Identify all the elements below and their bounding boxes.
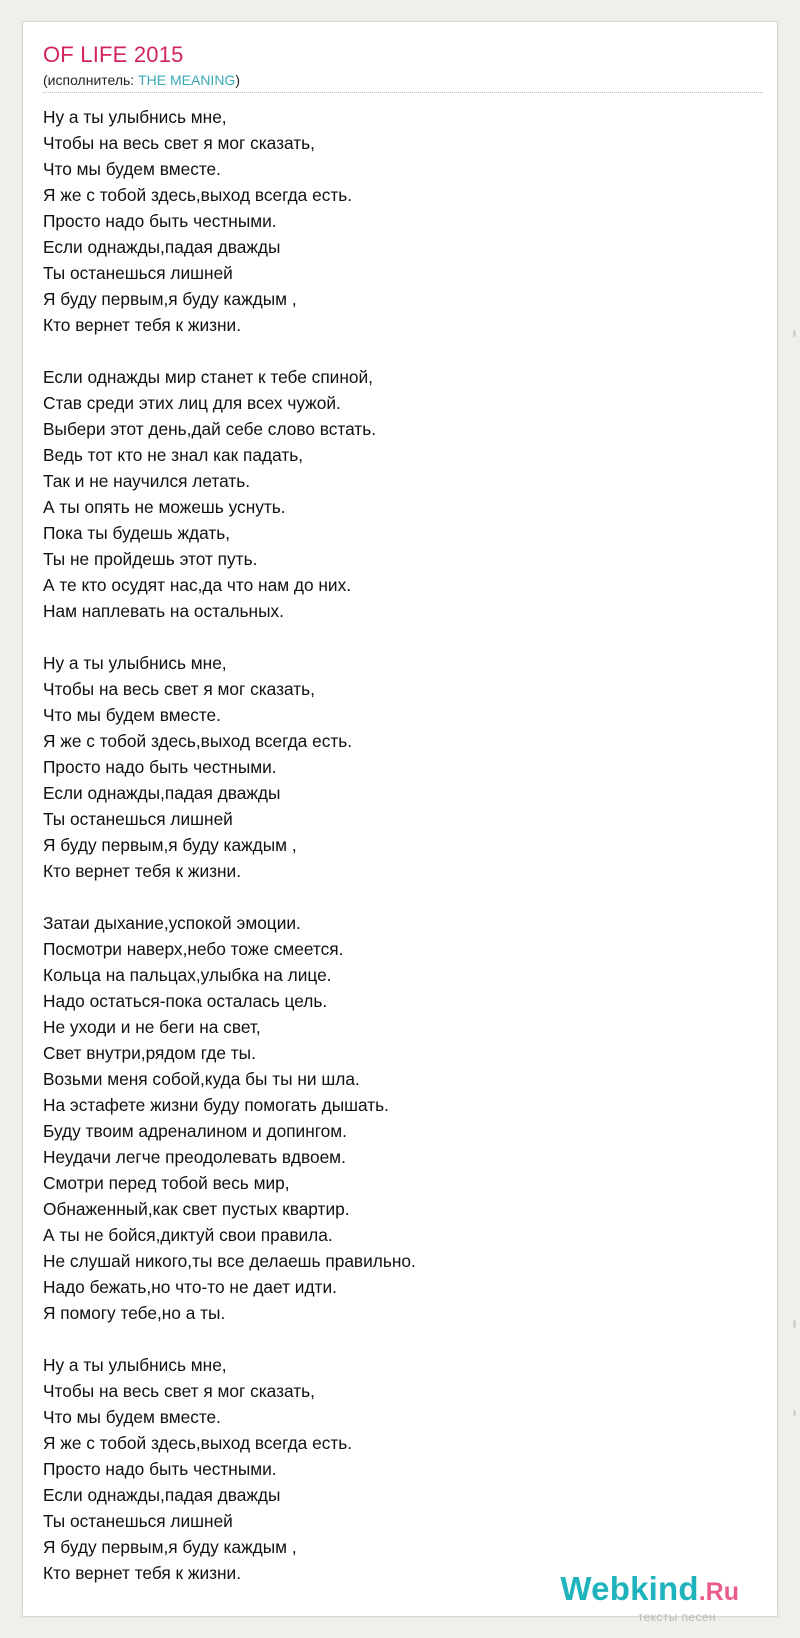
lyric-line: Нам наплевать на остальных.	[43, 601, 284, 621]
lyric-line: Затаи дыхание,успокой эмоции.	[43, 913, 301, 933]
logo-brand: Webkind	[560, 1570, 699, 1607]
lyric-line: Если однажды мир станет к тебе спиной,	[43, 367, 373, 387]
lyric-line: Выбери этот день,дай себе слово встать.	[43, 419, 377, 439]
lyric-line: А те кто осудят нас,да что нам до них.	[43, 575, 352, 595]
title-divider	[43, 92, 763, 93]
lyric-line: Так и не научился летать.	[43, 471, 251, 491]
lyric-line: Я же с тобой здесь,выход всегда есть.	[43, 1433, 353, 1453]
lyric-line: Надо остаться-пока осталась цель.	[43, 991, 328, 1011]
lyric-line: Кто вернет тебя к жизни.	[43, 861, 242, 881]
lyric-line: Я помогу тебе,но а ты.	[43, 1303, 226, 1323]
lyric-line: Я же с тобой здесь,выход всегда есть.	[43, 731, 353, 751]
scroll-mark	[793, 1320, 796, 1328]
lyric-line: Не уходи и не беги на свет,	[43, 1017, 261, 1037]
stanza-gap	[43, 338, 416, 364]
lyric-line: На эстафете жизни буду помогать дышать.	[43, 1095, 389, 1115]
lyrics-text	[43, 104, 416, 1586]
lyric-line: Чтобы на весь свет я мог сказать,	[43, 679, 315, 699]
lyric-line: А ты опять не можешь уснуть.	[43, 497, 286, 517]
logo-tld: .Ru	[698, 1578, 739, 1606]
lyric-line: Просто надо быть честными.	[43, 757, 277, 777]
lyric-line: Что мы будем вместе.	[43, 1407, 221, 1427]
lyric-line: Я буду первым,я буду каждым ,	[43, 289, 297, 309]
lyric-line: Чтобы на весь свет я мог сказать,	[43, 1381, 315, 1401]
lyric-line: Смотри перед тобой весь мир,	[43, 1173, 290, 1193]
lyric-line: Ты останешься лишней	[43, 809, 233, 829]
stanza-gap	[43, 884, 416, 910]
lyric-line: Я же с тобой здесь,выход всегда есть.	[43, 185, 353, 205]
artist-suffix: )	[235, 72, 240, 88]
lyric-line: Что мы будем вместе.	[43, 159, 221, 179]
lyric-line: Кольца на пальцах,улыбка на лице.	[43, 965, 332, 985]
lyric-line: Не слушай никого,ты все делаешь правильно.	[43, 1251, 416, 1271]
lyric-line: А ты не бойся,диктуй свои правила.	[43, 1225, 333, 1245]
lyric-line: Если однажды,падая дважды	[43, 237, 281, 257]
lyric-line: Ты останешься лишней	[43, 1511, 233, 1531]
lyric-line: Чтобы на весь свет я мог сказать,	[43, 133, 315, 153]
lyric-line: Кто вернет тебя к жизни.	[43, 1563, 242, 1583]
artist-line	[43, 72, 240, 88]
lyric-line: Просто надо быть честными.	[43, 1459, 277, 1479]
lyric-line: Буду твоим адреналином и допингом.	[43, 1121, 347, 1141]
lyrics-card	[22, 21, 778, 1624]
lyric-line: Неудачи легче преодолевать вдвоем.	[43, 1147, 346, 1167]
lyric-line: Надо бежать,но что-то не дает идти.	[43, 1277, 337, 1297]
lyric-line: Я буду первым,я буду каждым ,	[43, 1537, 297, 1557]
logo-tagline: тексты песен	[637, 1610, 716, 1624]
lyric-line: Кто вернет тебя к жизни.	[43, 315, 242, 335]
lyric-line: Свет внутри,рядом где ты.	[43, 1043, 256, 1063]
lyric-line: Просто надо быть честными.	[43, 211, 277, 231]
artist-link[interactable]: THE MEANING	[138, 72, 236, 88]
lyric-line: Посмотри наверх,небо тоже смеется.	[43, 939, 344, 959]
site-logo[interactable]	[560, 1570, 739, 1624]
scroll-mark	[793, 330, 796, 337]
lyric-line: Если однажды,падая дважды	[43, 1485, 281, 1505]
scroll-mark	[793, 1410, 796, 1416]
lyric-line: Что мы будем вместе.	[43, 705, 221, 725]
stanza-gap	[43, 1326, 416, 1352]
lyric-line: Ну а ты улыбнись мне,	[43, 653, 227, 673]
lyric-line: Ну а ты улыбнись мне,	[43, 1355, 227, 1375]
lyric-line: Я буду первым,я буду каждым ,	[43, 835, 297, 855]
lyric-line: Ну а ты улыбнись мне,	[43, 107, 227, 127]
lyric-line: Ведь тот кто не знал как падать,	[43, 445, 304, 465]
lyric-line: Ты не пройдешь этот путь.	[43, 549, 258, 569]
stanza-gap	[43, 624, 416, 650]
lyric-line: Став среди этих лиц для всех чужой.	[43, 393, 341, 413]
song-title: OF LIFE 2015	[43, 42, 184, 67]
artist-prefix: (исполнитель:	[43, 72, 139, 88]
lyric-line: Пока ты будешь ждать,	[43, 523, 231, 543]
lyric-line: Если однажды,падая дважды	[43, 783, 281, 803]
lyric-line: Возьми меня собой,куда бы ты ни шла.	[43, 1069, 360, 1089]
lyric-line: Обнаженный,как свет пустых квартир.	[43, 1199, 350, 1219]
lyric-line: Ты останешься лишней	[43, 263, 233, 283]
